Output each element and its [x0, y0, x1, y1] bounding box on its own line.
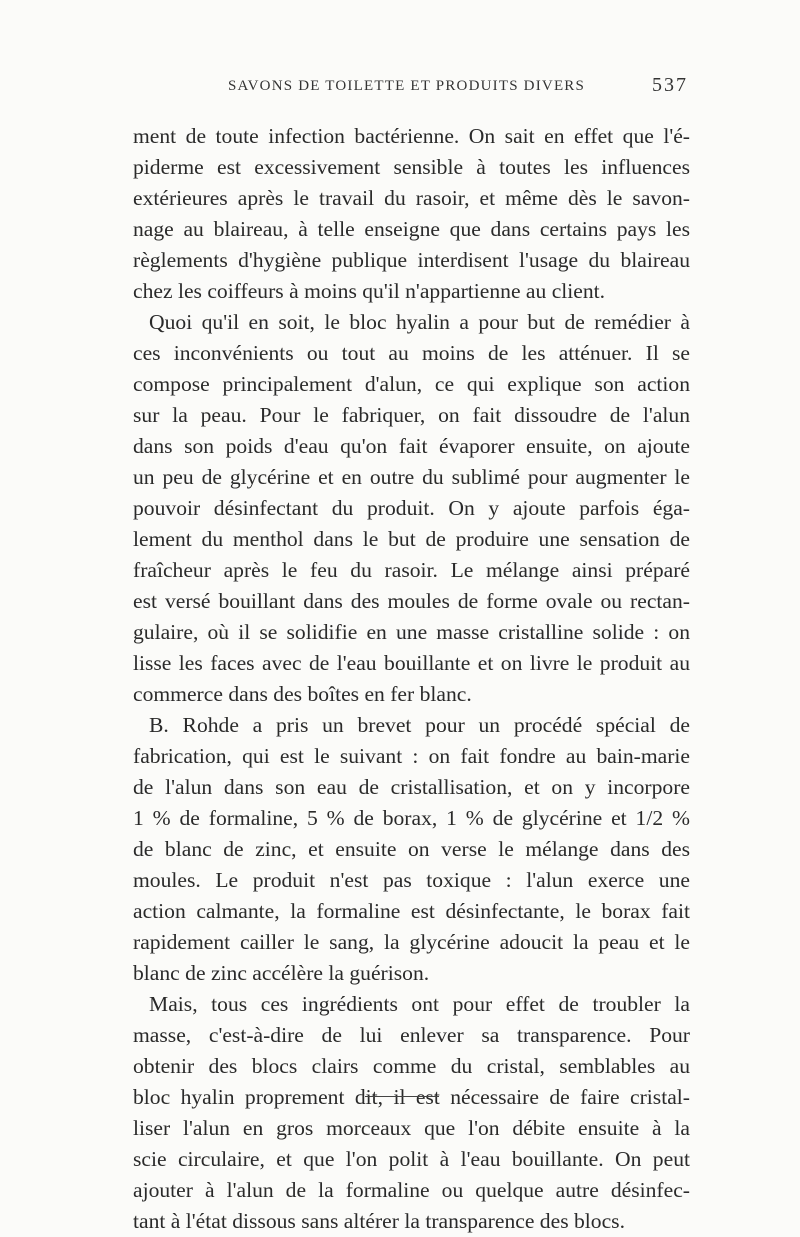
running-title: SAVONS DE TOILETTE ET PRODUITS DIVERS [228, 78, 586, 94]
text-line: compose principalement d'alun, ce qui explique son action [133, 372, 690, 396]
page-header [228, 74, 688, 100]
text-line: obtenir des blocs clairs comme du cristal, semblables au [133, 1054, 690, 1078]
text-line: est versé bouillant dans des moules de forme ovale ou rectan- [133, 589, 690, 613]
paragraph-3 [133, 710, 690, 989]
text-line: ment de toute infection bactérienne. On sait en effet que l'é- [133, 124, 690, 148]
text-line: blanc de zinc accélère la guérison. [133, 961, 430, 985]
text-line: lisse les faces avec de l'eau bouillante et on livre le produit au [133, 651, 690, 675]
text-line: dans son poids d'eau qu'on fait évaporer ensuite, on ajoute [133, 434, 690, 458]
text-line: lement du menthol dans le but de produire une sensation de [133, 527, 690, 551]
text-line: sur la peau. Pour le fabriquer, on fait dissoudre de l'alun [133, 403, 690, 427]
paragraph-4 [133, 989, 690, 1237]
text-line: de l'alun dans son eau de cristallisation, et on y incorpore [133, 775, 690, 799]
text-line: nage au blaireau, à telle enseigne que dans certains pays les [133, 217, 690, 241]
text-line: 1 % de formaline, 5 % de borax, 1 % de glycérine et 1/2 % [133, 806, 690, 830]
text-line: fraîcheur après le feu du rasoir. Le mélange ainsi préparé [133, 558, 690, 582]
text-line: commerce dans des boîtes en fer blanc. [133, 682, 472, 706]
text-line: fabrication, qui est le suivant : on fait fondre au bain-marie [133, 744, 690, 768]
text-line: pouvoir désinfectant du produit. On y ajoute parfois éga- [133, 496, 690, 520]
text-line: chez les coiffeurs à moins qu'il n'appartienne au client. [133, 279, 606, 303]
text-line: scie circulaire, et que l'on polit à l'eau bouillante. On peut [133, 1147, 690, 1171]
paragraph-1 [133, 121, 690, 307]
text-line: ajouter à l'alun de la formaline ou quelque autre désinfec- [133, 1178, 690, 1202]
text-line: règlements d'hygiène publique interdisent l'usage du blaireau [133, 248, 690, 272]
text-line: ces inconvénients ou tout au moins de les atténuer. Il se [133, 341, 690, 365]
text-line: rapidement cailler le sang, la glycérine adoucit la peau et le [133, 930, 690, 954]
section-end-rule [365, 1096, 439, 1097]
text-line: tant à l'état dissous sans altérer la transparence des blocs. [133, 1209, 625, 1233]
text-line: masse, c'est-à-dire de lui enlever sa transparence. Pour [133, 1023, 690, 1047]
text-line: moules. Le produit n'est pas toxique : l'alun exerce une [133, 868, 690, 892]
text-line: de blanc de zinc, et ensuite on verse le mélange dans des [133, 837, 690, 861]
text-line: action calmante, la formaline est désinfectante, le borax fait [133, 899, 690, 923]
text-line: gulaire, où il se solidifie en une masse cristalline solide : on [133, 620, 690, 644]
text-line: bloc hyalin proprement dit, il est nécessaire de faire cristal- [133, 1085, 690, 1109]
text-line: B. Rohde a pris un brevet pour un procédé spécial de [149, 713, 690, 737]
text-line: piderme est excessivement sensible à toutes les influences [133, 155, 690, 179]
text-line: liser l'alun en gros morceaux que l'on débite ensuite à la [133, 1116, 690, 1140]
text-line: extérieures après le travail du rasoir, et même dès le savon- [133, 186, 690, 210]
text-line: Mais, tous ces ingrédients ont pour effet de troubler la [149, 992, 690, 1016]
page-number: 537 [652, 74, 688, 96]
body-text [133, 121, 690, 1237]
paragraph-2 [133, 307, 690, 710]
text-line: un peu de glycérine et en outre du sublimé pour augmenter le [133, 465, 690, 489]
text-line: Quoi qu'il en soit, le bloc hyalin a pour but de remédier à [149, 310, 690, 334]
